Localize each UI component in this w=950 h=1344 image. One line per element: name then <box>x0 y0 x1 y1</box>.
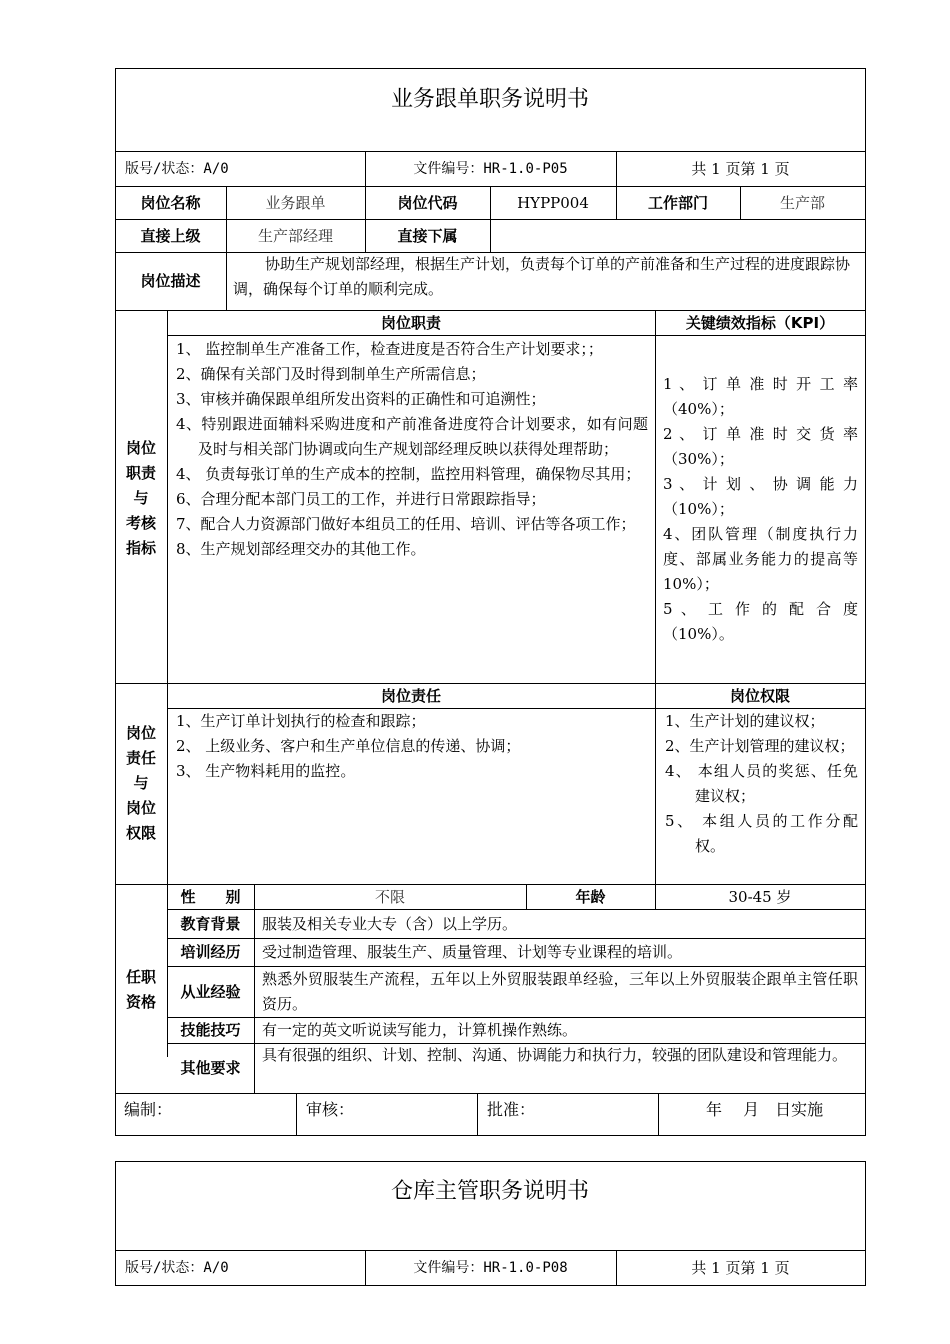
list-item: 2、生产计划管理的建议权； <box>665 737 855 755</box>
version-status: 版号/状态：A/0 <box>125 1259 229 1276</box>
list-item: 3 、 计 划 、 协 调 能 力（10%）； <box>663 475 858 518</box>
list-item: 4、 负责每张订单的生产成本的控制，监控用料管理，确保物尽其用； <box>176 465 641 483</box>
list-item: 4、 本组人员的奖惩、任免建议权； <box>665 762 858 805</box>
list-item: 1 、 订 单 准 时 开 工 率（40%）； <box>663 375 858 418</box>
list-item: 2 、 订 单 准 时 交 货 率（30%）； <box>663 425 858 468</box>
version-status: 版号/状态：A/0 <box>125 160 229 177</box>
list-item: 4、团队管理（制度执行力度、部属业务能力的提高等 10%）； <box>663 525 858 593</box>
kpi-header: 关键绩效指标（KPI） <box>685 313 835 332</box>
experience-label: 从业经验 <box>180 982 241 1001</box>
training-label: 培训经历 <box>180 943 241 961</box>
skills-value: 有一定的英文听说读写能力，计算机操作熟练。 <box>262 1021 578 1039</box>
post-name-value: 业务跟单 <box>265 193 326 212</box>
department-label: 工作部门 <box>647 193 708 212</box>
skills-label: 技能技巧 <box>180 1021 241 1039</box>
list-item: 2、 上级业务、客户和生产单位信息的传递、协调； <box>176 737 521 755</box>
approved-by-label: 批准： <box>487 1100 536 1119</box>
file-number: 文件编号：HR-1.0-P08 <box>413 1259 568 1276</box>
section1-side-label: 岗位 职责 与 考核 指标 <box>125 439 156 557</box>
kpi-list <box>663 372 858 647</box>
other-requirements-value: 具有很强的组织、计划、控制、沟通、协调能力和执行力，较强的团队建设和管理能力。 <box>262 1046 848 1064</box>
file-number: 文件编号：HR-1.0-P05 <box>413 160 568 177</box>
list-item: 3、审核并确保跟单组所发出资料的正确性和可追溯性； <box>176 390 546 408</box>
list-item: 8、生产规划部经理交办的其他工作。 <box>176 540 426 558</box>
list-item: 5、 本组人员的工作分配权。 <box>665 812 858 855</box>
training-value: 受过制造管理、服装生产、质量管理、计划等专业课程的培训。 <box>262 943 683 961</box>
post-code-value: HYPP004 <box>517 193 589 212</box>
superior-label: 直接上级 <box>140 226 201 245</box>
authority-header: 岗位权限 <box>729 686 790 705</box>
section3-side-label: 任职 资格 <box>125 968 156 1011</box>
page-count: 共 1 页第 1 页 <box>691 159 790 178</box>
list-item: 1、生产计划的建议权； <box>665 712 825 730</box>
list-item: 4、特别跟进面辅料采购进度和产前准备进度符合计划要求，如有问题及时与相关部门协调或向生产规划部经理反映以获得处理帮助； <box>176 415 648 458</box>
list-item: 6、合理分配本部门员工的工作，并进行日常跟踪指导； <box>176 490 546 508</box>
gender-value: 不限 <box>374 887 405 906</box>
education-label: 教育背景 <box>180 914 241 933</box>
doc-title: 仓库主管职务说明书 <box>390 1179 589 1204</box>
age-label: 年龄 <box>575 887 606 906</box>
reviewed-by-label: 审核： <box>306 1100 355 1119</box>
list-item: 2、确保有关部门及时得到制单生产所需信息； <box>176 365 486 383</box>
education-value: 服装及相关专业大专（含）以上学历。 <box>262 914 518 933</box>
description-text: 协助生产规划部经理，根据生产计划，负责每个订单的产前准备和生产过程的进度跟踪协调，确保每个订单的顺利完成。 <box>233 255 851 298</box>
subordinate-value <box>490 219 865 252</box>
gender-label: 性 别 <box>180 887 241 906</box>
list-item: 1、生产订单计划执行的检查和跟踪； <box>176 712 426 730</box>
doc-title: 业务跟单职务说明书 <box>390 87 589 112</box>
other-requirements-label: 其他要求 <box>180 1059 241 1077</box>
list-item: 1、 监控制单生产准备工作，检查进度是否符合生产计划要求；； <box>176 340 603 358</box>
description-label: 岗位描述 <box>140 272 201 290</box>
responsibility-header: 岗位责任 <box>380 686 441 705</box>
effective-date-label: 年 月 日实施 <box>706 1100 824 1119</box>
responsibility-list <box>176 709 648 784</box>
prepared-by-label: 编制： <box>124 1100 173 1119</box>
section2-side-label: 岗位 责任 与 岗位 权限 <box>125 724 156 842</box>
experience-value: 熟悉外贸服装生产流程，五年以上外贸服装跟单经验，三年以上外贸服装企跟单主管任职资历。 <box>262 970 858 1013</box>
age-value: 30-45 岁 <box>728 887 792 906</box>
superior-value: 生产部经理 <box>257 226 333 245</box>
authority-list <box>665 709 858 859</box>
department-value: 生产部 <box>779 193 825 212</box>
duties-header: 岗位职责 <box>380 313 441 332</box>
post-code-label: 岗位代码 <box>397 193 458 212</box>
list-item: 5 、 工 作 的 配 合 度（10%）。 <box>663 600 858 643</box>
subordinate-label: 直接下属 <box>397 226 458 245</box>
list-item: 7、配合人力资源部门做好本组员工的任用、培训、评估等各项工作； <box>176 515 636 533</box>
page-count: 共 1 页第 1 页 <box>691 1258 790 1277</box>
duties-list <box>176 337 648 562</box>
post-name-label: 岗位名称 <box>140 193 201 212</box>
list-item: 3、 生产物料耗用的监控。 <box>176 762 356 780</box>
